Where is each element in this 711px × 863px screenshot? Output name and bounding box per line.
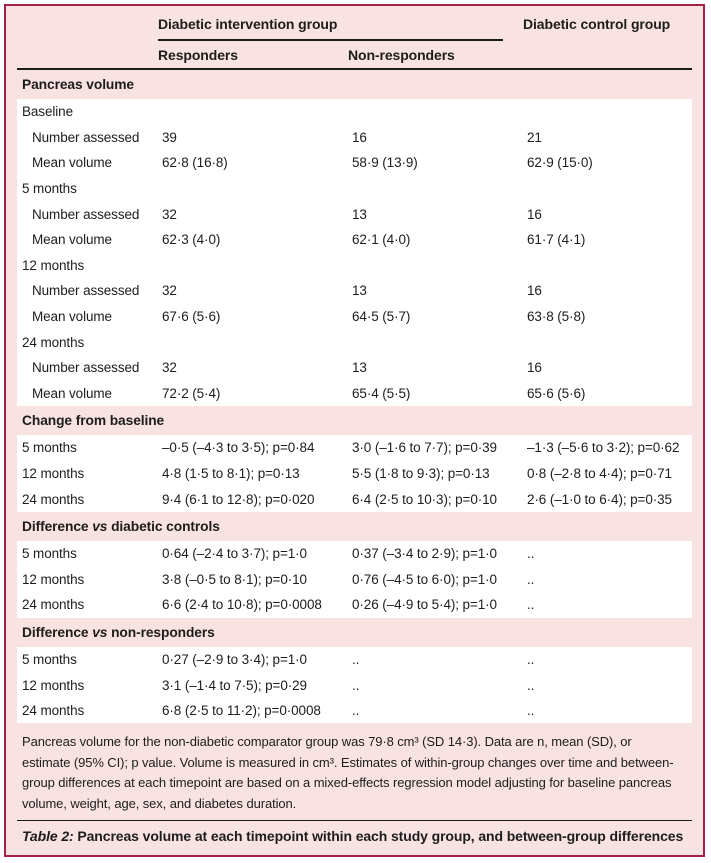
cell-control: 2·6 (–1·0 to 6·4); p=0·35 [527, 491, 672, 507]
table-row-timepoint [17, 99, 692, 125]
col-header-responders: Responders [158, 46, 238, 63]
cell-non-responders: .. [352, 677, 360, 693]
cell-responders: 72·2 (5·4) [162, 385, 221, 401]
section-title: Change from baseline [22, 413, 165, 429]
table-row [17, 567, 692, 593]
table-2-panel [4, 4, 705, 857]
cell-control: 16 [527, 283, 542, 299]
row-label: 12 months [22, 571, 85, 587]
cell-control: 0·8 (–2·8 to 4·4); p=0·71 [527, 466, 672, 482]
row-label: Mean volume [32, 385, 112, 401]
cell-responders: 6·6 (2·4 to 10·8); p=0·0008 [162, 597, 322, 613]
cell-control: .. [527, 571, 535, 587]
cell-responders: 3·8 (–0·5 to 8·1); p=0·10 [162, 571, 307, 587]
row-label: Mean volume [32, 309, 112, 325]
change-from-baseline-rows [17, 435, 692, 512]
cell-control: 62·9 (15·0) [527, 155, 593, 171]
cell-non-responders: 65·4 (5·5) [352, 385, 411, 401]
section-title: Difference [22, 624, 93, 640]
col-header-control-group: Diabetic control group [523, 16, 671, 32]
cell-responders: 32 [162, 206, 177, 222]
section-title-vs: vs [92, 518, 108, 534]
timepoint-label: 5 months [22, 181, 77, 197]
col-header-intervention-group [158, 16, 503, 41]
col-header-non-responders: Non-responders [348, 46, 455, 63]
cell-non-responders: 0·26 (–4·9 to 5·4); p=1·0 [352, 597, 497, 613]
row-label: 5 months [22, 651, 77, 667]
cell-control: 21 [527, 129, 542, 145]
table-row [17, 541, 692, 567]
cell-control: 16 [527, 360, 542, 376]
cell-control: .. [527, 677, 535, 693]
table-row [17, 227, 692, 253]
row-label: 24 months [22, 491, 85, 507]
cell-control: 63·8 (5·8) [527, 309, 586, 325]
cell-responders: 4·8 (1·5 to 8·1); p=0·13 [162, 466, 300, 482]
cell-control: .. [527, 651, 535, 667]
cell-control: 61·7 (4·1) [527, 232, 586, 248]
row-label: 24 months [22, 597, 85, 613]
diff-non-responders-rows [17, 647, 692, 724]
table-row [17, 592, 692, 618]
section-header-change-from-baseline [17, 406, 692, 435]
table-footnote: Pancreas volume for the non-diabetic comparator group was 79·8 cm³ (SD 14·3). Data are n, mean (SD), or estimate (95% CI); p value. Volume is measured in cm³. Estimates of within-group changes over time and between-group differences at each timepoint are based on a mixed-effects regression model adjusting for baseline pancreas volume, weight, age, sex, and diabetes duration. [22, 734, 674, 811]
cell-responders: 0·64 (–2·4 to 3·7); p=1·0 [162, 546, 307, 562]
row-label: Mean volume [32, 155, 112, 171]
cell-non-responders: 0·37 (–3·4 to 2·9); p=1·0 [352, 546, 497, 562]
table-row [17, 698, 692, 724]
table-row-timepoint [17, 329, 692, 355]
timepoint-label: Baseline [22, 104, 73, 120]
table-row [17, 461, 692, 487]
table-row [17, 278, 692, 304]
cell-non-responders: 62·1 (4·0) [352, 232, 411, 248]
cell-non-responders: .. [352, 651, 360, 667]
cell-responders: 3·1 (–1·4 to 7·5); p=0·29 [162, 677, 307, 693]
section-title: non-responders [107, 624, 215, 640]
table-row [17, 355, 692, 381]
timepoint-label: 12 months [22, 257, 85, 273]
row-label: Number assessed [32, 206, 140, 222]
table-row [17, 201, 692, 227]
cell-responders: 62·3 (4·0) [162, 232, 221, 248]
cell-responders: –0·5 (–4·3 to 3·5); p=0·84 [162, 440, 315, 456]
cell-non-responders: 64·5 (5·7) [352, 309, 411, 325]
row-label: Number assessed [32, 283, 140, 299]
cell-non-responders: 13 [352, 283, 367, 299]
cell-responders: 6·8 (2·5 to 11·2); p=0·0008 [162, 703, 321, 719]
table-row-timepoint [17, 253, 692, 279]
cell-control: 65·6 (5·6) [527, 385, 586, 401]
cell-control: –1·3 (–5·6 to 3·2); p=0·62 [527, 440, 680, 456]
diff-diabetic-controls-rows [17, 541, 692, 618]
cell-responders: 9·4 (6·1 to 12·8); p=0·020 [162, 491, 315, 507]
caption-number: Table 2: [22, 828, 74, 845]
row-label: 5 months [22, 546, 77, 562]
row-label: Mean volume [32, 232, 112, 248]
table-row [17, 486, 692, 512]
cell-non-responders: 58·9 (13·9) [352, 155, 418, 171]
section-title: Pancreas volume [22, 77, 135, 92]
cell-non-responders: 13 [352, 360, 367, 376]
header-row-subgroups [17, 41, 692, 68]
row-label: 12 months [22, 677, 85, 693]
table-row-timepoint [17, 176, 692, 202]
section-header-diff-diabetic-controls [17, 512, 692, 541]
header-row-groups [17, 6, 692, 41]
caption-text: Pancreas volume at each timepoint within each study group, and between-group differences [73, 828, 684, 845]
cell-control: .. [527, 597, 535, 613]
section-title: diabetic controls [107, 518, 220, 534]
cell-control: .. [527, 546, 535, 562]
cell-non-responders: 0·76 (–4·5 to 6·0); p=1·0 [352, 571, 497, 587]
cell-responders: 32 [162, 360, 177, 376]
table-row [17, 672, 692, 698]
timepoint-label: 24 months [22, 334, 85, 350]
table-content [6, 6, 703, 852]
row-label: 24 months [22, 703, 85, 719]
cell-responders: 62·8 (16·8) [162, 155, 228, 171]
table-row [17, 435, 692, 461]
section-title-vs: vs [92, 624, 108, 640]
table-row [17, 304, 692, 330]
cell-responders: 39 [162, 129, 177, 145]
cell-non-responders: 6·4 (2·5 to 10·3); p=0·10 [352, 491, 497, 507]
cell-control: .. [527, 703, 535, 719]
row-label: Number assessed [32, 360, 140, 376]
table-row [17, 381, 692, 407]
table-row [17, 647, 692, 673]
row-label: 5 months [22, 440, 77, 456]
cell-non-responders: .. [352, 703, 360, 719]
section-header-pancreas-volume [17, 70, 692, 99]
table-row [17, 125, 692, 151]
cell-control: 16 [527, 206, 542, 222]
section-header-diff-non-responders [17, 618, 692, 647]
cell-non-responders: 16 [352, 129, 367, 145]
pancreas-volume-rows [17, 99, 692, 406]
cell-non-responders: 5·5 (1·8 to 9·3); p=0·13 [352, 466, 490, 482]
row-label: 12 months [22, 466, 85, 482]
section-title: Difference [22, 518, 93, 534]
cell-non-responders: 3·0 (–1·6 to 7·7); p=0·39 [352, 440, 497, 456]
cell-responders: 67·6 (5·6) [162, 309, 221, 325]
table-row [17, 150, 692, 176]
cell-responders: 32 [162, 283, 177, 299]
intervention-group-label: Diabetic intervention group [158, 16, 338, 32]
row-label: Number assessed [32, 129, 140, 145]
cell-non-responders: 13 [352, 206, 367, 222]
cell-responders: 0·27 (–2·9 to 3·4); p=1·0 [162, 651, 307, 667]
table-caption [17, 821, 692, 852]
